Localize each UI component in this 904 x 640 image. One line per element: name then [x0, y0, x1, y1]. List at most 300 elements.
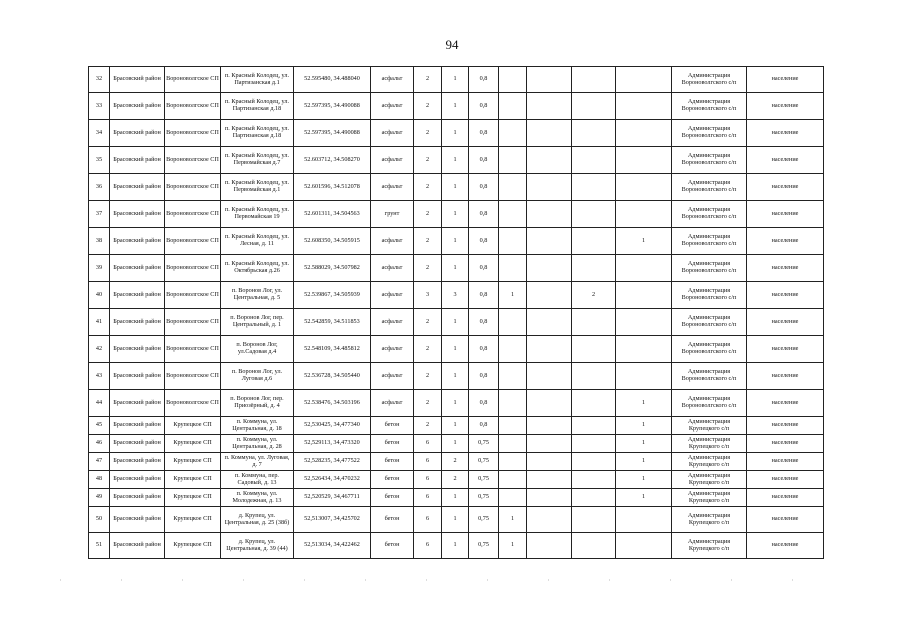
cell-containers-count: 1 — [442, 507, 469, 533]
cell-district: Брасовский район — [110, 201, 165, 228]
cell-owner: Администрация Вороноволгского с/п — [672, 174, 747, 201]
cell-owner: Администрация Вороноволгского с/п — [672, 309, 747, 336]
cell-extra-4 — [616, 147, 672, 174]
cell-extra-1: 1 — [499, 533, 527, 559]
cell-extra-1 — [499, 489, 527, 507]
cell-extra-1 — [499, 228, 527, 255]
cell-address: д. Крупец, ул. Центральная, д. 39 (44) — [221, 533, 294, 559]
cell-extra-2 — [527, 417, 572, 435]
cell-extra-2 — [527, 533, 572, 559]
cell-district: Брасовский район — [110, 147, 165, 174]
table-row — [89, 390, 824, 417]
cell-owner: Администрация Вороноволгского с/п — [672, 363, 747, 390]
cell-area: 6 — [414, 489, 442, 507]
cell-containers-count: 1 — [442, 533, 469, 559]
cell-address: п. Красный Колодец, ул. Партизанская д.18 — [221, 120, 294, 147]
cell-settlement: Вороноволгское СП — [165, 363, 221, 390]
cell-address: п. Коммуна, ул. Луговая, д. 7 — [221, 453, 294, 471]
cell-surface: асфальт — [371, 120, 414, 147]
cell-settlement: Крупецкое СП — [165, 417, 221, 435]
cell-address: п. Красный Колодец, ул. Лесная, д. 11 — [221, 228, 294, 255]
cell-extra-4: 1 — [616, 390, 672, 417]
table-row — [89, 93, 824, 120]
cell-containers-count: 1 — [442, 309, 469, 336]
cell-area: 2 — [414, 417, 442, 435]
cell-row-number: 44 — [89, 390, 110, 417]
cell-owner: Администрация Крупецкого с/п — [672, 453, 747, 471]
table-row — [89, 336, 824, 363]
cell-extra-3 — [572, 67, 616, 93]
cell-source: население — [747, 507, 824, 533]
cell-extra-2 — [527, 228, 572, 255]
table-row — [89, 489, 824, 507]
cell-container-volume: 0,8 — [469, 201, 499, 228]
cell-settlement: Вороноволгское СП — [165, 201, 221, 228]
cell-owner: Администрация Вороноволгского с/п — [672, 147, 747, 174]
cell-extra-3 — [572, 489, 616, 507]
cell-settlement: Вороноволгское СП — [165, 174, 221, 201]
cell-owner: Администрация Вороноволгского с/п — [672, 67, 747, 93]
cell-container-volume: 0,8 — [469, 174, 499, 201]
container-sites-table — [88, 66, 824, 559]
cell-extra-3 — [572, 228, 616, 255]
cell-district: Брасовский район — [110, 120, 165, 147]
cell-row-number: 51 — [89, 533, 110, 559]
cell-container-volume: 0,8 — [469, 363, 499, 390]
cell-source: население — [747, 435, 824, 453]
cell-coordinates: 52.538476, 34.503196 — [294, 390, 371, 417]
cell-extra-1: 1 — [499, 282, 527, 309]
cell-area: 2 — [414, 174, 442, 201]
cell-container-volume: 0,75 — [469, 435, 499, 453]
cell-area: 2 — [414, 255, 442, 282]
cell-district: Брасовский район — [110, 309, 165, 336]
cell-containers-count: 1 — [442, 390, 469, 417]
cell-row-number: 42 — [89, 336, 110, 363]
cell-owner: Администрация Крупецкого с/п — [672, 507, 747, 533]
table-row — [89, 309, 824, 336]
cell-containers-count: 1 — [442, 255, 469, 282]
cell-area: 6 — [414, 533, 442, 559]
cell-coordinates: 52,528235, 34,477522 — [294, 453, 371, 471]
cell-extra-1 — [499, 390, 527, 417]
cell-source: население — [747, 363, 824, 390]
table-row — [89, 471, 824, 489]
cell-extra-4 — [616, 67, 672, 93]
cell-district: Брасовский район — [110, 507, 165, 533]
cell-extra-2 — [527, 507, 572, 533]
cell-source: население — [747, 453, 824, 471]
cell-owner: Администрация Вороноволгского с/п — [672, 282, 747, 309]
cell-extra-3 — [572, 471, 616, 489]
cell-container-volume: 0,8 — [469, 255, 499, 282]
cell-source: население — [747, 67, 824, 93]
cell-district: Брасовский район — [110, 363, 165, 390]
cell-district: Брасовский район — [110, 228, 165, 255]
cell-row-number: 34 — [89, 120, 110, 147]
cell-extra-1 — [499, 120, 527, 147]
cell-surface: грунт — [371, 201, 414, 228]
cell-extra-4: 1 — [616, 489, 672, 507]
cell-row-number: 37 — [89, 201, 110, 228]
cell-extra-4 — [616, 255, 672, 282]
cell-row-number: 49 — [89, 489, 110, 507]
cell-coordinates: 52.603712, 34.508270 — [294, 147, 371, 174]
cell-extra-1 — [499, 453, 527, 471]
cell-extra-3 — [572, 417, 616, 435]
cell-address: п. Красный Колодец, ул. Октябрьская д.26 — [221, 255, 294, 282]
cell-extra-4 — [616, 201, 672, 228]
cell-source: население — [747, 309, 824, 336]
cell-district: Брасовский район — [110, 533, 165, 559]
cell-surface: бетон — [371, 507, 414, 533]
cell-extra-3 — [572, 174, 616, 201]
cell-settlement: Вороноволгское СП — [165, 309, 221, 336]
cell-containers-count: 1 — [442, 147, 469, 174]
cell-extra-2 — [527, 201, 572, 228]
table-row — [89, 174, 824, 201]
cell-row-number: 38 — [89, 228, 110, 255]
cell-containers-count: 1 — [442, 120, 469, 147]
cell-address: д. Крупец, ул. Центральная, д. 25 (38б) — [221, 507, 294, 533]
cell-containers-count: 1 — [442, 363, 469, 390]
cell-extra-1 — [499, 471, 527, 489]
cell-extra-1 — [499, 336, 527, 363]
cell-container-volume: 0,8 — [469, 93, 499, 120]
cell-area: 2 — [414, 67, 442, 93]
cell-area: 2 — [414, 390, 442, 417]
cell-coordinates: 52.597395, 34.490088 — [294, 120, 371, 147]
cell-surface: бетон — [371, 533, 414, 559]
cell-coordinates: 52.539867, 34.505939 — [294, 282, 371, 309]
cell-source: население — [747, 533, 824, 559]
cell-address: п. Воронов Лог, пер. Приозёрный, д. 4 — [221, 390, 294, 417]
cell-extra-4 — [616, 93, 672, 120]
cell-coordinates: 52.548109, 34.485812 — [294, 336, 371, 363]
cell-containers-count: 1 — [442, 93, 469, 120]
cell-row-number: 36 — [89, 174, 110, 201]
cell-extra-1 — [499, 255, 527, 282]
cell-source: население — [747, 255, 824, 282]
cell-area: 2 — [414, 309, 442, 336]
cell-extra-2 — [527, 174, 572, 201]
table-row — [89, 507, 824, 533]
cell-source: население — [747, 471, 824, 489]
cell-row-number: 47 — [89, 453, 110, 471]
cell-containers-count: 1 — [442, 67, 469, 93]
cell-extra-4: 1 — [616, 417, 672, 435]
cell-row-number: 46 — [89, 435, 110, 453]
cell-row-number: 35 — [89, 147, 110, 174]
cell-district: Брасовский район — [110, 435, 165, 453]
cell-extra-4: 1 — [616, 228, 672, 255]
cell-settlement: Вороноволгское СП — [165, 147, 221, 174]
cell-extra-4: 1 — [616, 435, 672, 453]
cell-container-volume: 0,75 — [469, 453, 499, 471]
cell-surface: бетон — [371, 471, 414, 489]
cell-settlement: Вороноволгское СП — [165, 228, 221, 255]
cell-owner: Администрация Вороноволгского с/п — [672, 390, 747, 417]
cell-settlement: Крупецкое СП — [165, 507, 221, 533]
cell-extra-4 — [616, 282, 672, 309]
cell-source: население — [747, 390, 824, 417]
cell-district: Брасовский район — [110, 67, 165, 93]
cell-extra-3 — [572, 120, 616, 147]
cell-source: население — [747, 93, 824, 120]
cell-address: п. Красный Колодец, ул. Первомайская д.7 — [221, 147, 294, 174]
cell-extra-4 — [616, 120, 672, 147]
cell-source: население — [747, 174, 824, 201]
cell-area: 2 — [414, 363, 442, 390]
cell-settlement: Вороноволгское СП — [165, 120, 221, 147]
cell-container-volume: 0,75 — [469, 507, 499, 533]
cell-district: Брасовский район — [110, 255, 165, 282]
cell-extra-2 — [527, 255, 572, 282]
cell-extra-1 — [499, 201, 527, 228]
cell-containers-count: 1 — [442, 489, 469, 507]
table-row — [89, 363, 824, 390]
cell-area: 2 — [414, 201, 442, 228]
cell-surface: бетон — [371, 453, 414, 471]
cell-coordinates: 52.595480, 34.488040 — [294, 67, 371, 93]
cell-address: п. Воронов Лог, ул.Садовая д.4 — [221, 336, 294, 363]
cell-container-volume: 0,8 — [469, 417, 499, 435]
scan-edge-marks — [60, 579, 830, 581]
cell-surface: асфальт — [371, 390, 414, 417]
cell-container-volume: 0,8 — [469, 67, 499, 93]
cell-container-volume: 0,75 — [469, 533, 499, 559]
cell-row-number: 33 — [89, 93, 110, 120]
cell-extra-4 — [616, 507, 672, 533]
cell-containers-count: 1 — [442, 228, 469, 255]
cell-extra-1 — [499, 435, 527, 453]
cell-area: 6 — [414, 507, 442, 533]
cell-area: 6 — [414, 453, 442, 471]
cell-extra-2 — [527, 309, 572, 336]
table-row — [89, 417, 824, 435]
cell-extra-2 — [527, 471, 572, 489]
table-row — [89, 147, 824, 174]
cell-containers-count: 2 — [442, 453, 469, 471]
cell-container-volume: 0,75 — [469, 471, 499, 489]
cell-owner: Администрация Крупецкого с/п — [672, 533, 747, 559]
cell-extra-1 — [499, 174, 527, 201]
cell-coordinates: 52,530425, 34,477340 — [294, 417, 371, 435]
cell-surface: асфальт — [371, 336, 414, 363]
cell-surface: бетон — [371, 417, 414, 435]
cell-source: население — [747, 417, 824, 435]
cell-source: население — [747, 336, 824, 363]
cell-surface: асфальт — [371, 67, 414, 93]
cell-container-volume: 0,8 — [469, 147, 499, 174]
cell-extra-3 — [572, 336, 616, 363]
cell-surface: бетон — [371, 435, 414, 453]
cell-district: Брасовский район — [110, 417, 165, 435]
cell-extra-4 — [616, 309, 672, 336]
cell-district: Брасовский район — [110, 336, 165, 363]
cell-row-number: 41 — [89, 309, 110, 336]
cell-coordinates: 52,513007, 34,425702 — [294, 507, 371, 533]
cell-district: Брасовский район — [110, 390, 165, 417]
cell-containers-count: 1 — [442, 174, 469, 201]
cell-address: п. Красный Колодец, ул. Партизанская д.1 — [221, 67, 294, 93]
table-row — [89, 201, 824, 228]
cell-surface: асфальт — [371, 147, 414, 174]
cell-settlement: Вороноволгское СП — [165, 390, 221, 417]
cell-source: население — [747, 120, 824, 147]
cell-container-volume: 0,8 — [469, 228, 499, 255]
cell-extra-2 — [527, 489, 572, 507]
table-row — [89, 435, 824, 453]
cell-surface: асфальт — [371, 309, 414, 336]
cell-container-volume: 0,8 — [469, 336, 499, 363]
table-row — [89, 533, 824, 559]
cell-row-number: 40 — [89, 282, 110, 309]
cell-extra-3 — [572, 147, 616, 174]
cell-extra-3 — [572, 309, 616, 336]
cell-coordinates: 52.597395, 34.490088 — [294, 93, 371, 120]
cell-address: п. Коммуна, ул. Центральная, д. 18 — [221, 417, 294, 435]
cell-extra-2 — [527, 390, 572, 417]
cell-coordinates: 52.601596, 34.512078 — [294, 174, 371, 201]
table-row — [89, 453, 824, 471]
cell-extra-4: 1 — [616, 471, 672, 489]
cell-extra-3 — [572, 93, 616, 120]
cell-row-number: 43 — [89, 363, 110, 390]
cell-area: 2 — [414, 93, 442, 120]
cell-area: 2 — [414, 336, 442, 363]
table-row — [89, 228, 824, 255]
cell-owner: Администрация Вороноволгского с/п — [672, 255, 747, 282]
cell-extra-1 — [499, 309, 527, 336]
cell-area: 3 — [414, 282, 442, 309]
cell-address: п. Коммуна, ул. Молодежная, д. 13 — [221, 489, 294, 507]
cell-containers-count: 1 — [442, 435, 469, 453]
cell-owner: Администрация Крупецкого с/п — [672, 471, 747, 489]
cell-district: Брасовский район — [110, 93, 165, 120]
cell-coordinates: 52.542859, 34.511853 — [294, 309, 371, 336]
page-number: 94 — [445, 37, 459, 52]
cell-coordinates: 52,529113, 34,473320 — [294, 435, 371, 453]
cell-row-number: 32 — [89, 67, 110, 93]
cell-address: п. Воронов Лог, пер. Центральный, д. 1 — [221, 309, 294, 336]
cell-container-volume: 0,75 — [469, 489, 499, 507]
cell-area: 6 — [414, 471, 442, 489]
cell-source: население — [747, 489, 824, 507]
cell-settlement: Вороноволгское СП — [165, 282, 221, 309]
cell-settlement: Крупецкое СП — [165, 471, 221, 489]
table-row — [89, 67, 824, 93]
cell-container-volume: 0,8 — [469, 390, 499, 417]
cell-settlement: Крупецкое СП — [165, 435, 221, 453]
cell-source: население — [747, 282, 824, 309]
cell-extra-4 — [616, 363, 672, 390]
cell-area: 2 — [414, 147, 442, 174]
cell-surface: асфальт — [371, 363, 414, 390]
cell-extra-2 — [527, 93, 572, 120]
cell-containers-count: 2 — [442, 471, 469, 489]
cell-owner: Администрация Вороноволгского с/п — [672, 93, 747, 120]
cell-source: население — [747, 147, 824, 174]
cell-address: п. Красный Колодец, ул. Первомайская 19 — [221, 201, 294, 228]
cell-owner: Администрация Вороноволгского с/п — [672, 336, 747, 363]
cell-coordinates: 52.601311, 34.504563 — [294, 201, 371, 228]
cell-row-number: 48 — [89, 471, 110, 489]
cell-extra-4 — [616, 336, 672, 363]
cell-extra-3 — [572, 201, 616, 228]
cell-owner: Администрация Крупецкого с/п — [672, 435, 747, 453]
cell-extra-4: 1 — [616, 453, 672, 471]
cell-district: Брасовский район — [110, 453, 165, 471]
cell-extra-2 — [527, 453, 572, 471]
cell-extra-1 — [499, 417, 527, 435]
cell-owner: Администрация Вороноволгского с/п — [672, 228, 747, 255]
cell-extra-3 — [572, 507, 616, 533]
cell-settlement: Вороноволгское СП — [165, 67, 221, 93]
cell-address: п. Красный Колодец, ул. Партизанская д.18 — [221, 93, 294, 120]
cell-settlement: Вороноволгское СП — [165, 255, 221, 282]
cell-surface: асфальт — [371, 228, 414, 255]
cell-container-volume: 0,8 — [469, 282, 499, 309]
cell-row-number: 45 — [89, 417, 110, 435]
cell-extra-4 — [616, 533, 672, 559]
cell-owner: Администрация Крупецкого с/п — [672, 417, 747, 435]
cell-coordinates: 52,513034, 34,422462 — [294, 533, 371, 559]
cell-extra-3 — [572, 435, 616, 453]
cell-address: п. Воронов Лог, ул. Луговая д.6 — [221, 363, 294, 390]
cell-containers-count: 3 — [442, 282, 469, 309]
cell-container-volume: 0,8 — [469, 309, 499, 336]
cell-owner: Администрация Крупецкого с/п — [672, 489, 747, 507]
cell-district: Брасовский район — [110, 471, 165, 489]
cell-coordinates: 52.588029, 34.507982 — [294, 255, 371, 282]
cell-extra-2 — [527, 67, 572, 93]
cell-address: п. Коммуна, ул. Центральная, д. 28 — [221, 435, 294, 453]
cell-extra-3 — [572, 533, 616, 559]
cell-extra-2 — [527, 147, 572, 174]
cell-container-volume: 0,8 — [469, 120, 499, 147]
cell-area: 2 — [414, 228, 442, 255]
cell-address: п. Красный Колодец, ул. Первомайская д.1 — [221, 174, 294, 201]
cell-row-number: 39 — [89, 255, 110, 282]
cell-extra-3 — [572, 363, 616, 390]
cell-coordinates: 52,526434, 34,470232 — [294, 471, 371, 489]
cell-surface: асфальт — [371, 255, 414, 282]
cell-extra-4 — [616, 174, 672, 201]
cell-extra-2 — [527, 336, 572, 363]
cell-owner: Администрация Вороноволгского с/п — [672, 201, 747, 228]
cell-extra-2 — [527, 435, 572, 453]
table-body — [89, 67, 824, 559]
cell-surface: асфальт — [371, 282, 414, 309]
cell-extra-1 — [499, 147, 527, 174]
cell-district: Брасовский район — [110, 174, 165, 201]
table-row — [89, 120, 824, 147]
cell-containers-count: 1 — [442, 201, 469, 228]
cell-surface: асфальт — [371, 93, 414, 120]
cell-extra-3 — [572, 453, 616, 471]
cell-settlement: Вороноволгское СП — [165, 336, 221, 363]
cell-address: п. Воронов Лог, ул. Центральная, д. 5 — [221, 282, 294, 309]
cell-extra-2 — [527, 120, 572, 147]
cell-containers-count: 1 — [442, 417, 469, 435]
cell-district: Брасовский район — [110, 489, 165, 507]
cell-settlement: Крупецкое СП — [165, 533, 221, 559]
cell-owner: Администрация Вороноволгского с/п — [672, 120, 747, 147]
cell-source: население — [747, 201, 824, 228]
cell-row-number: 50 — [89, 507, 110, 533]
cell-extra-3: 2 — [572, 282, 616, 309]
